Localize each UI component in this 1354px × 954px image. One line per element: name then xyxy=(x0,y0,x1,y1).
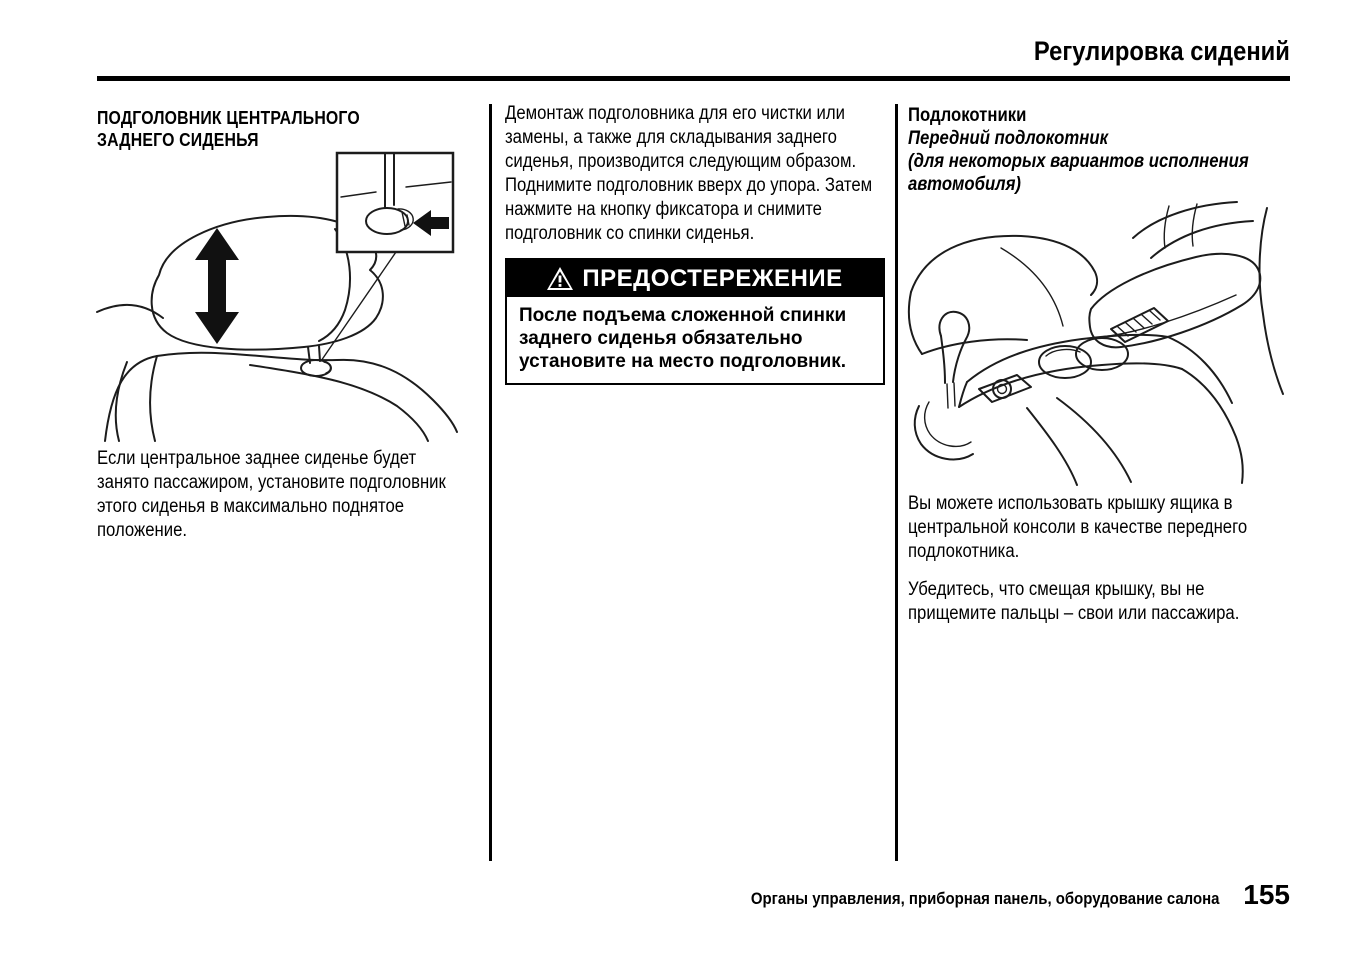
left-column-heading: ПОДГОЛОВНИК ЦЕНТРАЛЬНОГО ЗАДНЕГО СИДЕНЬЯ xyxy=(97,108,360,150)
column-divider-right xyxy=(895,104,898,861)
warning-header xyxy=(507,260,883,297)
right-column-heading-block xyxy=(908,104,1308,196)
page-title xyxy=(999,36,1290,67)
up-down-arrow-icon xyxy=(195,228,239,344)
footer-section-label: Органы управления, приборная панель, оборудование салона xyxy=(750,889,1220,908)
header-rule xyxy=(97,76,1290,81)
page-number: 155 xyxy=(1243,879,1290,910)
right-column-paragraph-1: Вы можете использовать крышку ящика в центральной консоли в качестве переднего подлокотника. xyxy=(908,493,1248,562)
headrest-drawing xyxy=(95,150,465,443)
warning-title: ПРЕДОСТЕРЕЖЕНИЕ xyxy=(582,264,843,292)
left-column-paragraph: Если центральное заднее сиденье будет занято пассажиром, установите подголовник этого сиденья в максимально поднятое положение. xyxy=(97,448,446,541)
headrest-adjustment-illustration xyxy=(95,150,465,443)
warning-triangle-icon xyxy=(547,267,573,290)
warning-text: После подъема сложенной спинки заднего сиденья обязательно установите на место подголовник. xyxy=(519,305,847,372)
center-console-illustration xyxy=(905,196,1285,486)
right-column-heading: Подлокотники xyxy=(908,105,1027,126)
warning-box xyxy=(505,258,885,385)
right-column-subheading: Передний подлокотник xyxy=(908,128,1109,149)
right-column-subheading-note: (для некоторых вариантов исполнения автомобиля) xyxy=(908,151,1249,195)
page-title-text: Регулировка сидений xyxy=(1034,36,1290,66)
center-console-drawing xyxy=(905,196,1285,486)
right-column-paragraph-2: Убедитесь, что смещая крышку, вы не прищемите пальцы – свои или пассажира. xyxy=(908,579,1240,624)
middle-column-paragraph: Демонтаж подголовника для его чистки или замены, а также для складывания заднего сиденья, производится следующим образом. Поднимите подголовник вверх до упора. Затем нажмите на кнопку фиксатора и снимите подголовник со спинки сиденья. xyxy=(505,103,873,244)
column-divider-left xyxy=(489,104,492,861)
page-footer xyxy=(687,879,1290,911)
